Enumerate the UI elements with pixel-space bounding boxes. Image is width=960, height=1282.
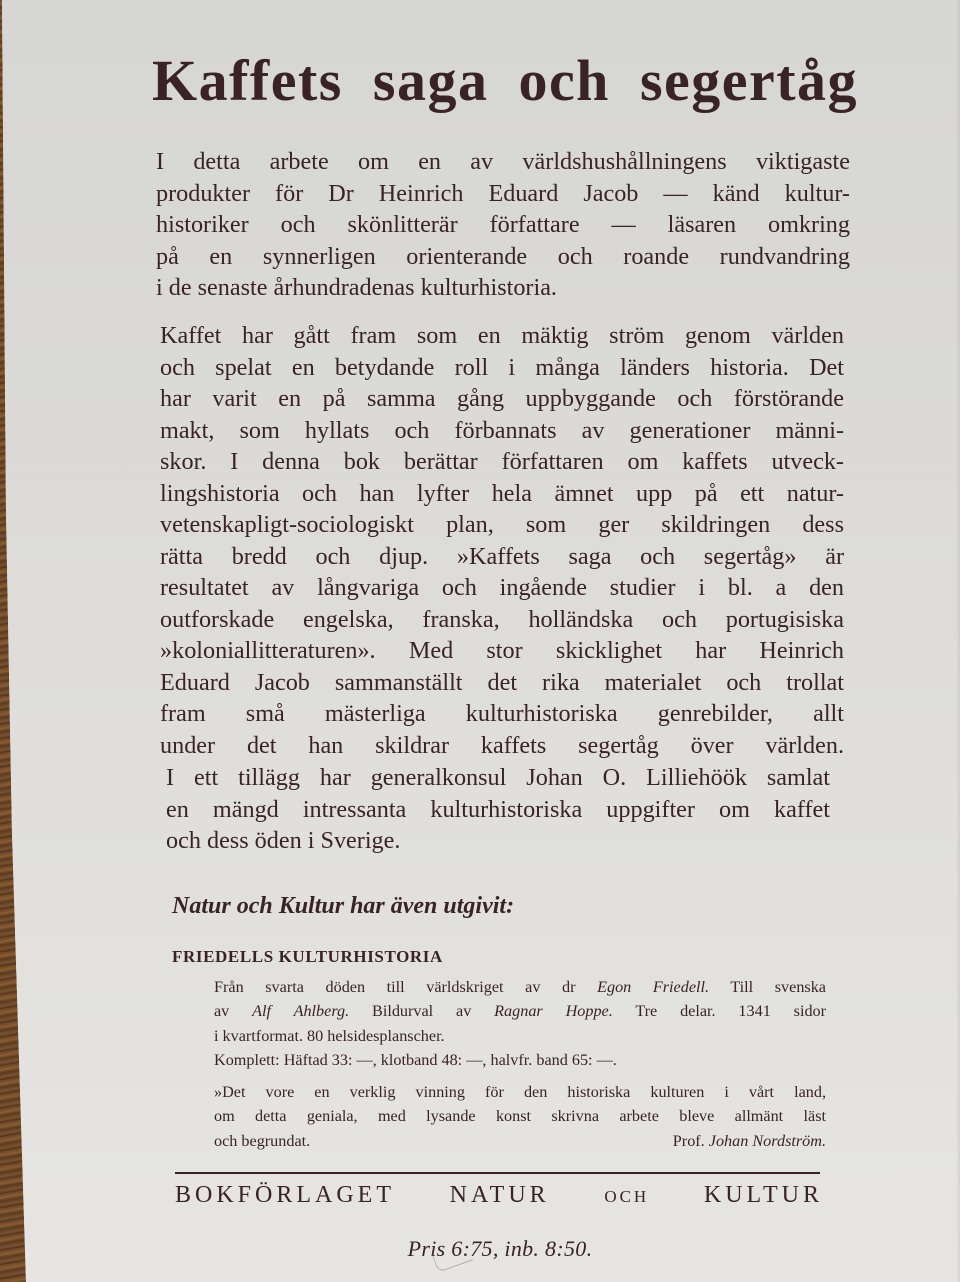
illustrator-name: Ragnar Hoppe. [494,1002,613,1021]
text-fragment: Tre delar. 1341 sidor [612,1002,827,1021]
text-fragment: Från svarta döden till världskriget av dr [214,978,598,996]
series-description [214,975,826,1072]
text-line: produkter för Dr Heinrich Eduard Jacob — känd kultur- [156,179,850,207]
text-line: »Det vore en verklig vinning för den historiska kulturen i vårt land, [214,1083,826,1101]
quote-attribution [673,1129,826,1153]
text-line: en mängd intressanta kulturhistoriska uppgifter om kaffet [166,795,830,823]
text-line [214,999,826,1023]
text-line: under det han skildrar kaffets segertåg över världen. [160,731,844,759]
translator-name: Alf Ahlberg. [252,1002,350,1021]
price-text: Pris 6:75, inb. 8:50. [407,1236,593,1261]
attribution-name: Johan Nordström. [708,1131,826,1150]
text-line: I detta arbete om en av världshushållningens viktigaste [156,148,850,175]
text-line: lingshistoria och han lyfter hela ämnet upp på ett natur- [160,479,844,507]
also-published-heading: Natur och Kultur har även utgivit: [172,893,515,919]
series-title: FRIEDELLS KULTURHISTORIA [172,947,443,966]
text-fragment: Prof. [672,1131,709,1150]
price-list-line: Komplett: Häftad 33: —, klotband 48: —, halvfr. band 65: —. [214,1050,617,1069]
quote-closing-line [214,1129,826,1153]
text-line: har varit en på samma gång uppbyggande och förstörande [160,385,844,412]
text-line: i kvartformat. 80 helsidesplanscher. [214,1026,445,1045]
divider-rule [175,1172,820,1174]
review-quote [214,1080,826,1153]
text-line [214,975,826,999]
text-line: I ett tillägg har generalkonsul Johan O. Lilliehöök samlat [166,764,830,791]
text-line: och dess öden i Sverige. [166,827,401,854]
text-line: »koloniallitteraturen». Med stor skicklighet har Heinrich [160,637,844,664]
publisher-word: BOKFÖRLAGET [175,1182,396,1208]
publisher-word: KULTUR [703,1182,823,1208]
text-line: om detta geniala, med lysande konst skrivna arbete bleve allmänt läst [214,1107,826,1126]
text-line: vetenskapligt-sociologiskt plan, som ger skildringen dess [160,511,844,538]
text-line: outforskade engelska, franska, holländska och portugisiska [160,605,844,633]
price-line [0,1236,960,1262]
text-fragment: Bildurval av [349,1002,495,1021]
text-line: och spelat en betydande roll i många länders historia. Det [160,353,844,381]
text-line: Eduard Jacob sammanställt det rika materialet och trollat [160,668,844,696]
text-fragment: av [214,1002,253,1021]
text-line: fram små mästerliga kulturhistoriska genrebilder, allt [160,700,844,727]
publisher-word: OCH [604,1187,650,1206]
text-line: skor. I denna bok berättar författaren om kaffets utveck- [160,448,844,475]
publisher-word: NATUR [449,1182,550,1208]
publisher-name [175,1182,823,1209]
book-title: Kaffets saga och segertåg [152,48,859,113]
text-line: historiker och skönlitterär författare — läsaren omkring [156,211,850,238]
page-edge-shadow [956,0,960,1282]
text-line: resultatet av långvariga och ingående studier i bl. a den [160,574,844,601]
text-line: rätta bredd och djup. »Kaffets saga och segertåg» är [160,542,844,570]
author-name: Egon Friedell. [597,978,710,996]
text-line: på en synnerligen orienterande och roande rundvandring [156,242,850,270]
supplement-paragraph [166,762,830,857]
text-line: och begrundat. [214,1131,311,1150]
intro-paragraph [156,146,850,304]
text-line: Kaffet har gått fram som en mäktig ström genom världen [160,322,844,349]
body-paragraph [160,320,844,761]
text-line: i de senaste århundradenas kulturhistoria. [156,274,557,301]
text-fragment: Till svenska [709,978,826,996]
text-line: makt, som hyllats och förbannats av generationer männi- [160,416,844,444]
